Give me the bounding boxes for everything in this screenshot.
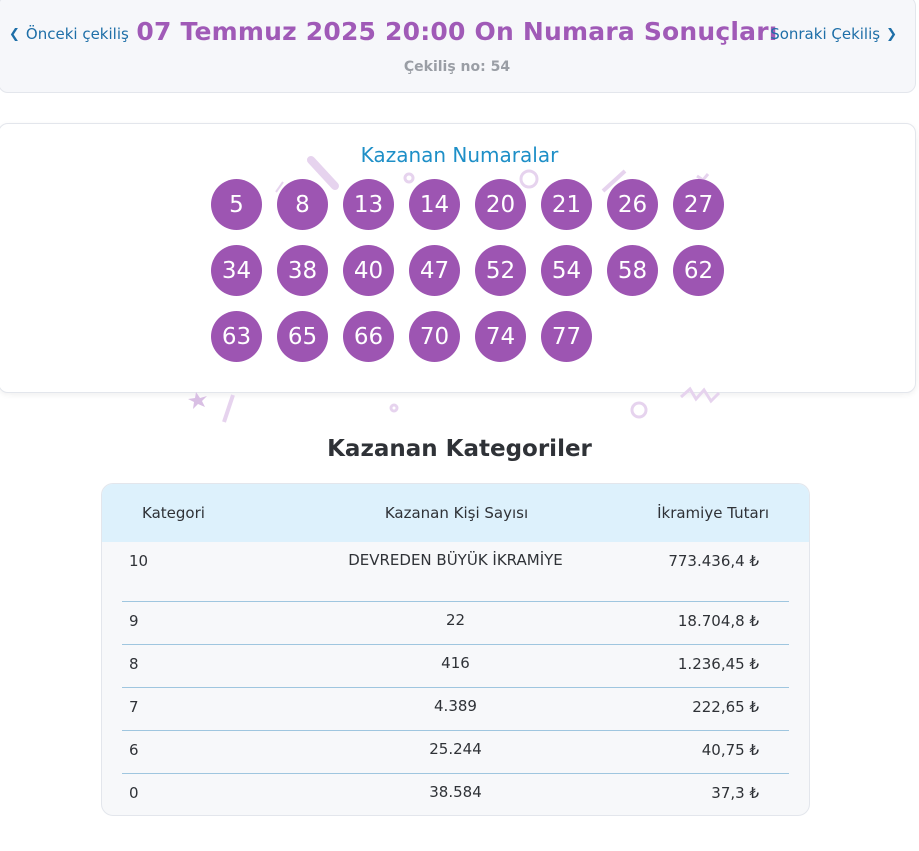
cell-winners: DEVREDEN BÜYÜK İKRAMİYE bbox=[348, 551, 563, 569]
row-divider bbox=[122, 687, 789, 688]
number-ball: 27 bbox=[673, 179, 724, 230]
cell-winners: 22 bbox=[445, 611, 466, 629]
row-divider bbox=[122, 644, 789, 645]
cell-prize: 773.436,4 ₺ bbox=[668, 552, 759, 570]
cell-category: 8 bbox=[129, 655, 139, 673]
row-divider bbox=[122, 601, 789, 602]
next-draw-label: Sonraki Çekiliş bbox=[770, 25, 881, 43]
chevron-left-icon: ❮ bbox=[9, 26, 20, 42]
cell-prize: 1.236,45 ₺ bbox=[677, 655, 759, 673]
number-ball: 58 bbox=[607, 245, 658, 296]
number-ball: 40 bbox=[343, 245, 394, 296]
number-ball: 65 bbox=[277, 311, 328, 362]
number-ball: 74 bbox=[475, 311, 526, 362]
row-divider bbox=[122, 730, 789, 731]
number-ball: 52 bbox=[475, 245, 526, 296]
cell-winners: 4.389 bbox=[434, 697, 477, 715]
number-ball: 70 bbox=[409, 311, 460, 362]
row-divider bbox=[122, 773, 789, 774]
number-ball: 13 bbox=[343, 179, 394, 230]
number-ball: 54 bbox=[541, 245, 592, 296]
number-ball: 63 bbox=[211, 311, 262, 362]
cell-prize: 40,75 ₺ bbox=[701, 741, 759, 759]
number-ball: 38 bbox=[277, 245, 328, 296]
number-ball: 5 bbox=[211, 179, 262, 230]
cell-category: 9 bbox=[129, 612, 139, 630]
number-ball: 26 bbox=[607, 179, 658, 230]
number-ball: 77 bbox=[541, 311, 592, 362]
number-ball: 34 bbox=[211, 245, 262, 296]
table-header bbox=[102, 484, 809, 542]
number-ball: 8 bbox=[277, 179, 328, 230]
number-ball: 20 bbox=[475, 179, 526, 230]
cell-category: 10 bbox=[129, 552, 149, 570]
cell-winners: 416 bbox=[441, 654, 470, 672]
cell-category: 0 bbox=[129, 784, 139, 802]
cell-category: 7 bbox=[129, 698, 139, 716]
winning-numbers-title: Kazanan Numaralar bbox=[360, 143, 559, 167]
cell-prize: 18.704,8 ₺ bbox=[677, 612, 759, 630]
table-row bbox=[122, 552, 789, 612]
cell-prize: 222,65 ₺ bbox=[692, 698, 759, 716]
cell-winners: 25.244 bbox=[429, 740, 482, 758]
column-header-category: Kategori bbox=[142, 504, 205, 522]
column-header-prize: İkramiye Tutarı bbox=[657, 504, 769, 522]
number-ball: 47 bbox=[409, 245, 460, 296]
table-row bbox=[122, 655, 789, 698]
number-ball: 21 bbox=[541, 179, 592, 230]
page-title: 07 Temmuz 2025 20:00 On Numara Sonuçları bbox=[136, 17, 778, 46]
winning-categories-title: Kazanan Kategoriler bbox=[327, 436, 592, 462]
number-ball: 62 bbox=[673, 245, 724, 296]
table-row bbox=[122, 784, 789, 816]
previous-draw-label: Önceki çekiliş bbox=[25, 25, 129, 43]
next-draw-link[interactable] bbox=[770, 25, 897, 43]
cell-winners: 38.584 bbox=[429, 783, 482, 801]
table-row bbox=[122, 741, 789, 784]
table-row bbox=[122, 698, 789, 741]
categories-table bbox=[101, 483, 810, 816]
number-ball: 14 bbox=[409, 179, 460, 230]
chevron-right-icon: ❯ bbox=[886, 26, 897, 42]
table-row bbox=[122, 612, 789, 655]
cell-prize: 37,3 ₺ bbox=[711, 784, 759, 802]
draw-number: Çekiliş no: 54 bbox=[403, 59, 511, 75]
column-header-winners: Kazanan Kişi Sayısı bbox=[384, 504, 529, 522]
draw-header bbox=[0, 0, 916, 93]
cell-category: 6 bbox=[129, 741, 139, 759]
number-ball: 66 bbox=[343, 311, 394, 362]
